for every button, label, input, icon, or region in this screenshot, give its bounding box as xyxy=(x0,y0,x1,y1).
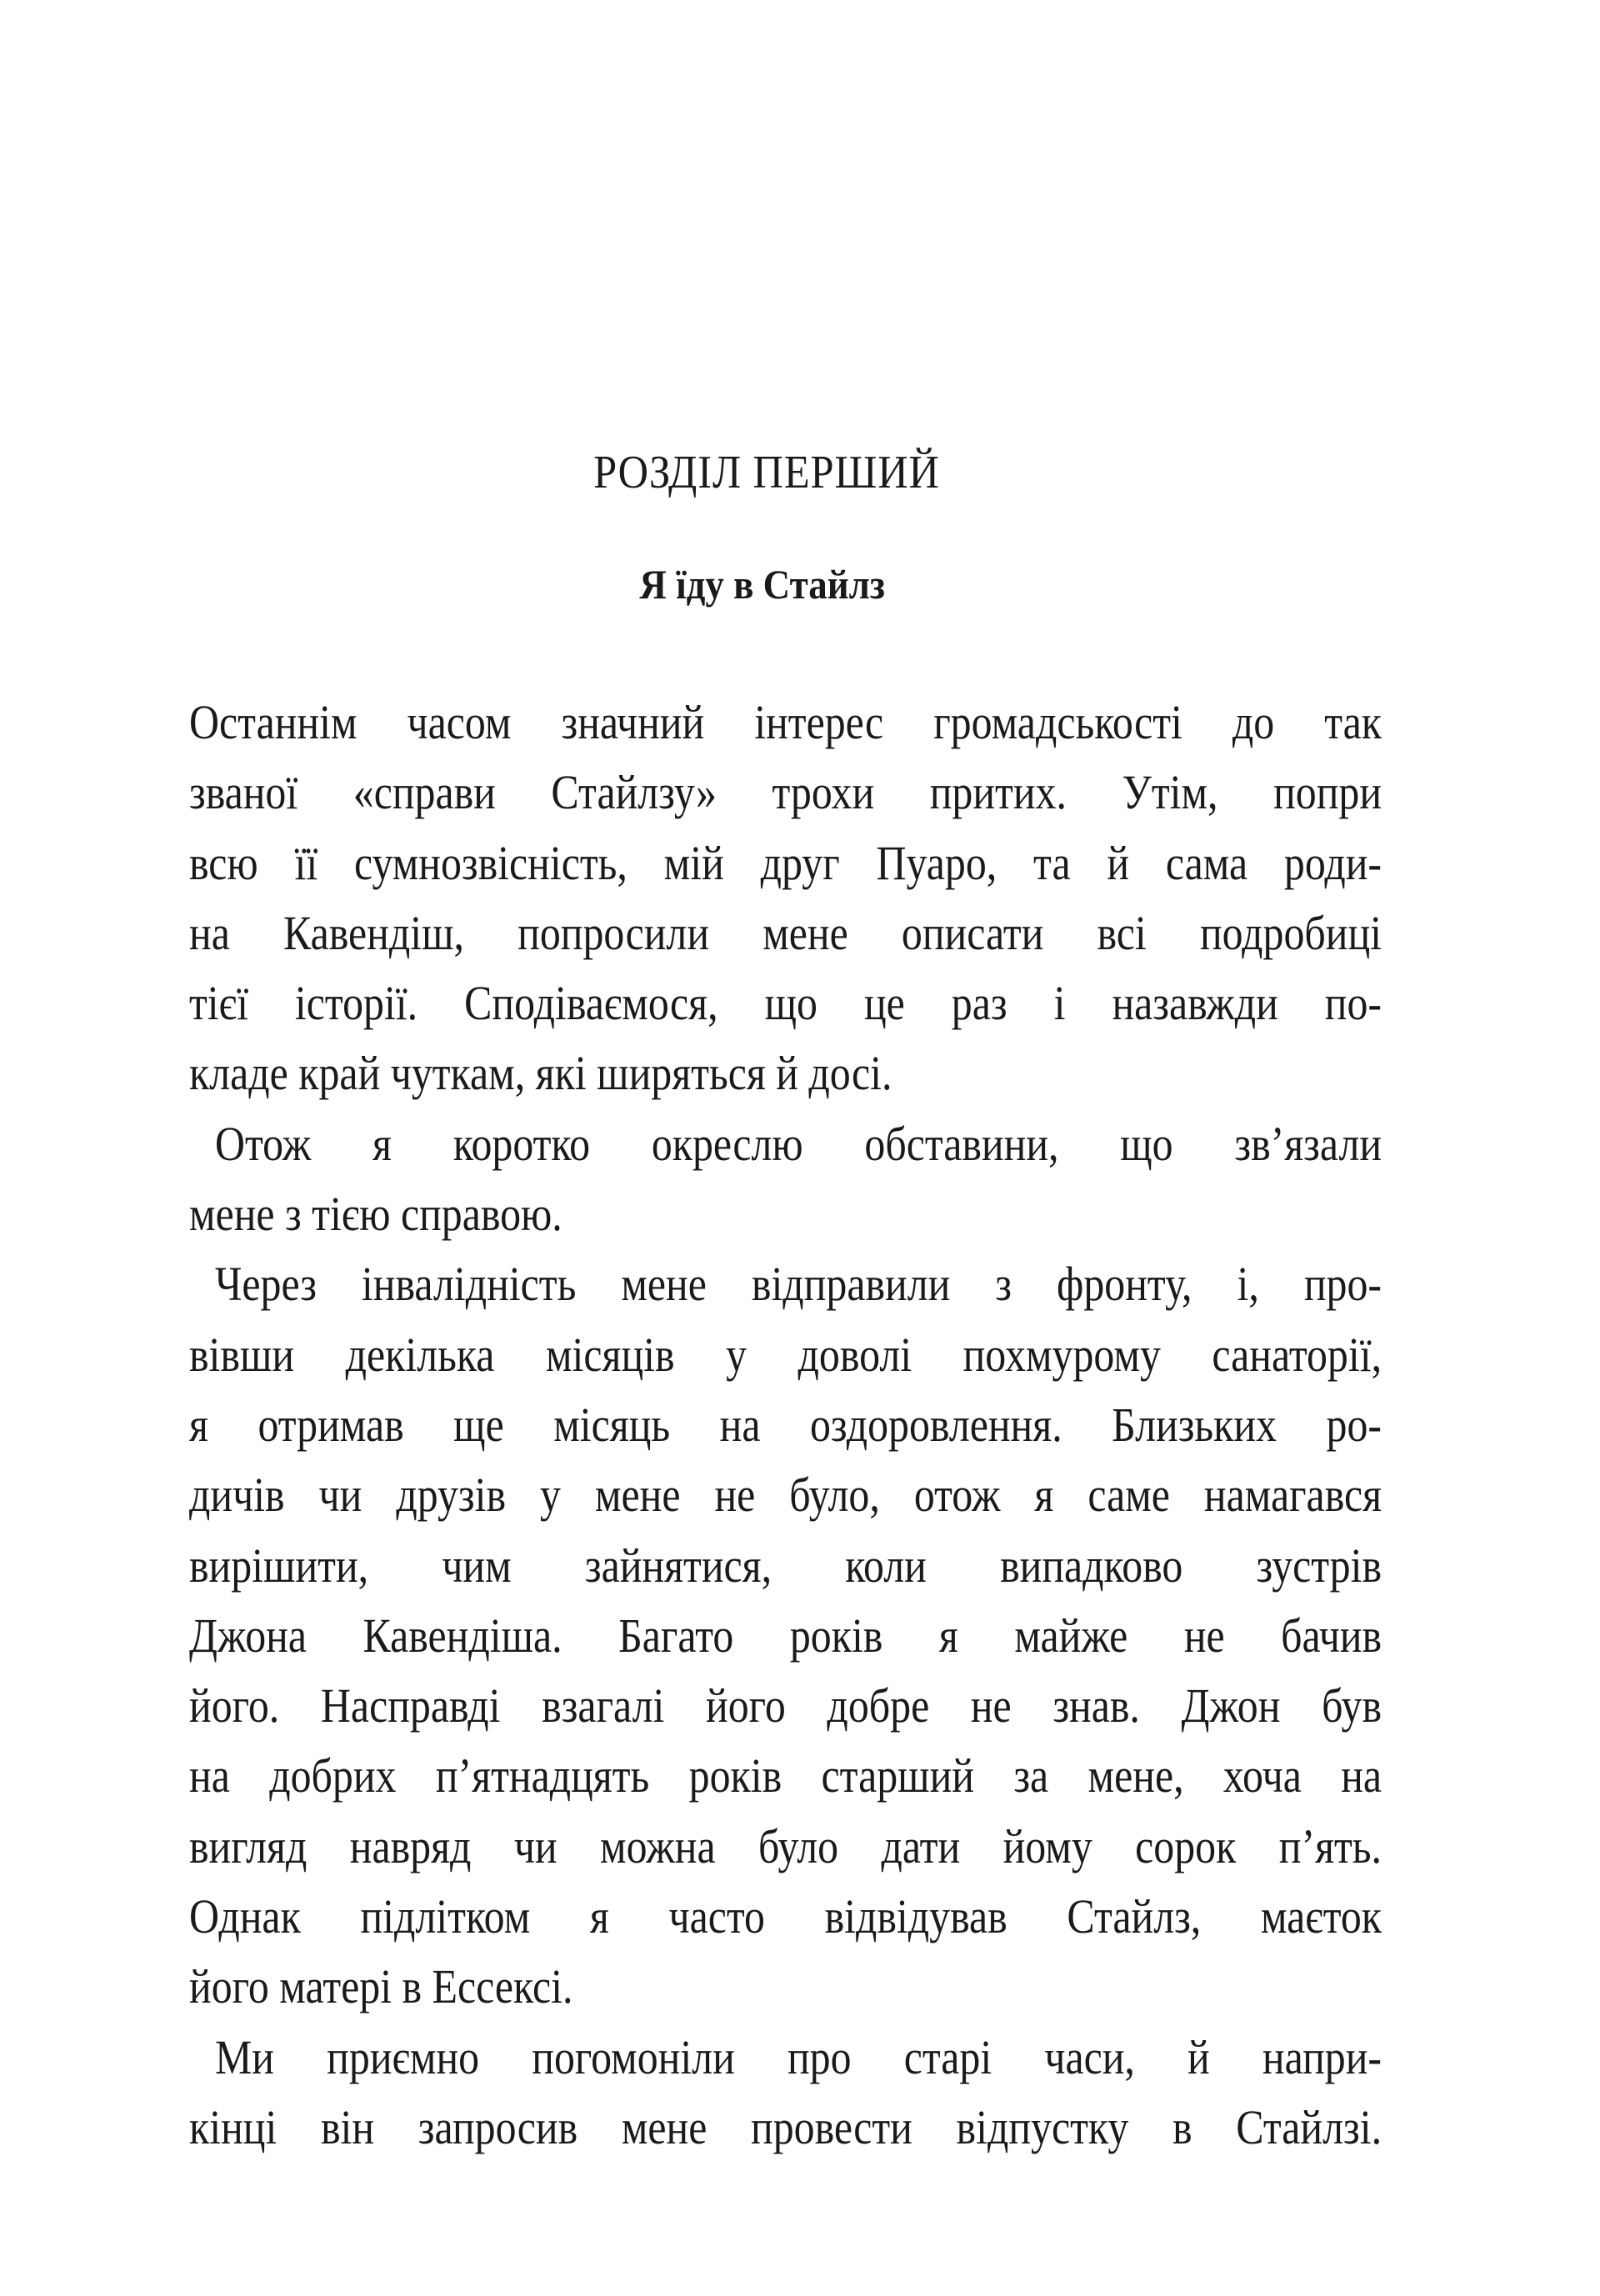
text-line: кладе край чуткам, які ширяться й досі. xyxy=(189,1046,892,1101)
chapter-title-text: Я їду в Стайлз xyxy=(639,561,886,608)
text-line: тієї історії. Сподіваємося, що це раз і назавжди по- xyxy=(189,976,1382,1031)
text-line: на добрих п’ятнадцять років старший за мене, хоча на xyxy=(189,1748,1382,1803)
chapter-heading-text: РОЗДІЛ ПЕРШИЙ xyxy=(593,447,940,498)
text-line: Ми приємно погомоніли про старі часи, й напри- xyxy=(214,2029,1382,2084)
text-line: його матері в Ессексі. xyxy=(189,1959,573,2014)
text-line: вівши декілька місяців у доволі похмурому санаторії, xyxy=(189,1327,1382,1382)
text-line: вигляд навряд чи можна було дати йому сорок п’ять. xyxy=(189,1818,1382,1873)
text-line: на Кавендіш, попросили мене описати всі подробиці xyxy=(189,905,1382,960)
text-line: вирішити, чим зайнятися, коли випадково зустрів xyxy=(189,1538,1382,1593)
text-line: його. Насправді взагалі його добре не знав. Джон був xyxy=(189,1678,1382,1733)
text-line: всю її сумнозвісність, мій друг Пуаро, та й сама роди- xyxy=(189,835,1382,890)
body-text xyxy=(189,688,1382,2163)
text-line: Отож я коротко окреслю обставини, що зв’язали xyxy=(214,1116,1382,1171)
text-line: Через інвалідність мене відправили з фронту, і, про- xyxy=(214,1257,1382,1312)
text-line: Джона Кавендіша. Багато років я майже не бачив xyxy=(189,1608,1382,1663)
text-line: Однак підлітком я часто відвідував Стайлз, маєток xyxy=(189,1889,1382,1944)
text-line: я отримав ще місяць на оздоровлення. Близьких ро- xyxy=(189,1397,1382,1452)
text-line: дичів чи друзів у мене не було, отож я саме намагався xyxy=(189,1468,1382,1523)
text-line: кінці він запросив мене провести відпустку в Стайлзі. xyxy=(189,2099,1382,2154)
chapter-title xyxy=(0,560,1525,608)
text-line: званої «справи Стайлзу» трохи притих. Утім, попри xyxy=(189,765,1382,820)
text-line: мене з тією справою. xyxy=(189,1187,562,1242)
text-line: Останнім часом значний інтерес громадськості до так xyxy=(189,695,1382,749)
chapter-heading xyxy=(0,446,1533,499)
